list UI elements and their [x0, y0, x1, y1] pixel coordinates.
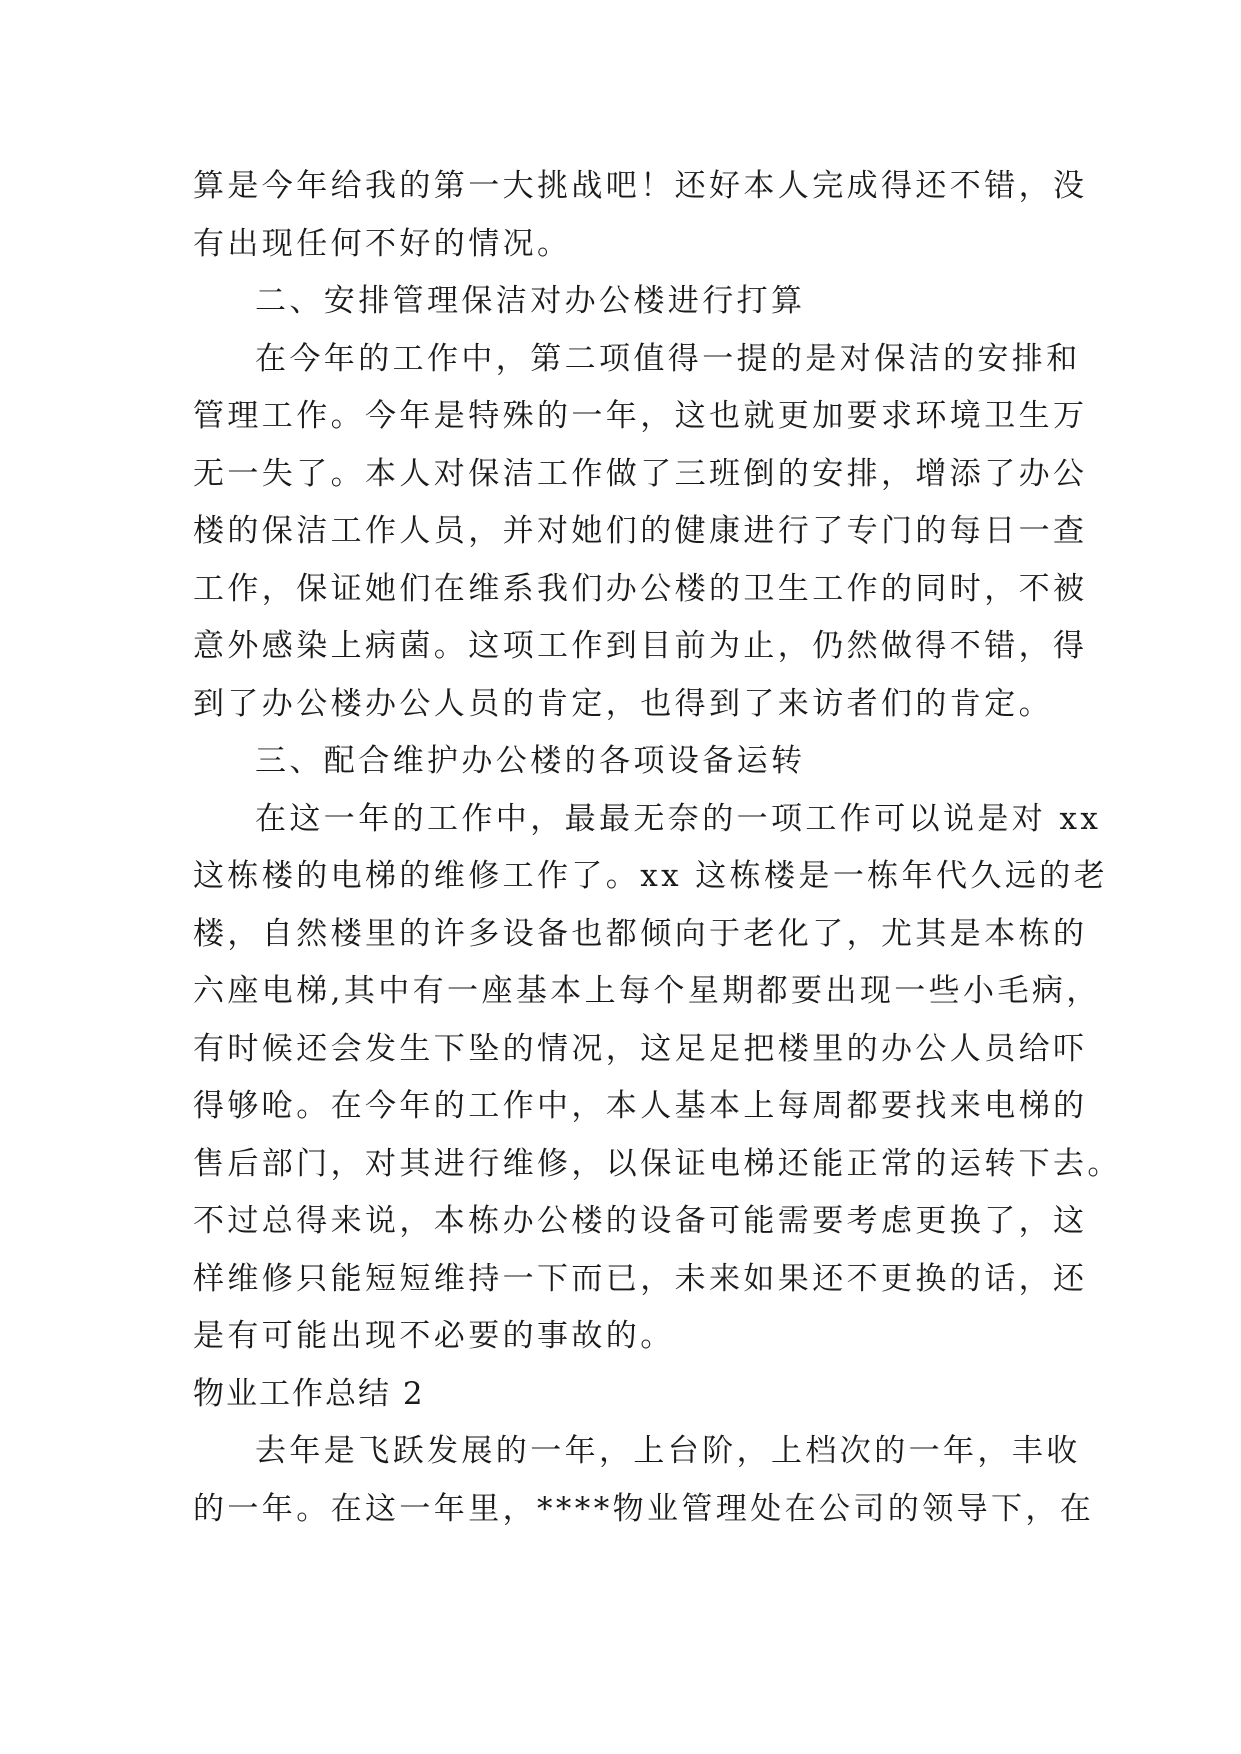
- paragraph-3-line-3: 楼，自然楼里的许多设备也都倾向于老化了，尤其是本栋的: [193, 915, 1088, 952]
- section-title: 物业工作总结 2: [193, 1375, 425, 1412]
- paragraph-3-line-9: 样维修只能短短维持一下而已，未来如果还不更换的话，还: [193, 1260, 1088, 1297]
- paragraph-1-line-1: 算是今年给我的第一大挑战吧！还好本人完成得还不错，没: [193, 168, 1088, 204]
- paragraph-3-line-5: 有时候还会发生下坠的情况，这足足把楼里的办公人员给吓: [193, 1030, 1088, 1067]
- paragraph-2-line-7: 到了办公楼办公人员的肯定，也得到了来访者们的肯定。: [193, 685, 1053, 722]
- heading-section-3: 三、配合维护办公楼的各项设备运转: [255, 743, 806, 779]
- paragraph-2-line-6: 意外感染上病菌。这项工作到目前为止，仍然做得不错，得: [193, 628, 1088, 664]
- paragraph-4-line-1: 去年是飞跃发展的一年，上台阶，上档次的一年，丰收: [255, 1433, 1081, 1469]
- paragraph-1-line-2: 有出现任何不好的情况。: [193, 225, 572, 262]
- document-page: [193, 158, 1122, 1538]
- heading-section-2: 二、安排管理保洁对办公楼进行打算: [255, 283, 806, 319]
- paragraph-3-line-6: 得够呛。在今年的工作中，本人基本上每周都要找来电梯的: [193, 1088, 1088, 1124]
- paragraph-3-line-7: 售后部门，对其进行维修，以保证电梯还能正常的运转下去。: [193, 1145, 1122, 1182]
- paragraph-3-line-4: 六座电梯,其中有一座基本上每个星期都要出现一些小毛病，: [193, 973, 1101, 1009]
- paragraph-2-line-5: 工作，保证她们在维系我们办公楼的卫生工作的同时，不被: [193, 570, 1088, 607]
- paragraph-4-line-2: 的一年。在这一年里，****物业管理处在公司的领导下，在: [193, 1490, 1095, 1527]
- paragraph-2-line-4: 楼的保洁工作人员，并对她们的健康进行了专门的每日一查: [193, 513, 1088, 549]
- paragraph-3-line-8: 不过总得来说，本栋办公楼的设备可能需要考虑更换了，这: [193, 1203, 1088, 1239]
- paragraph-3-line-1: 在这一年的工作中，最最无奈的一项工作可以说是对 xx: [255, 800, 1102, 837]
- paragraph-2-line-2: 管理工作。今年是特殊的一年，这也就更加要求环境卫生万: [193, 398, 1088, 434]
- paragraph-3-line-2: 这栋楼的电梯的维修工作了。xx 这栋楼是一栋年代久远的老: [193, 858, 1109, 894]
- paragraph-2-line-3: 无一失了。本人对保洁工作做了三班倒的安排，增添了办公: [193, 455, 1088, 492]
- paragraph-2-line-1: 在今年的工作中，第二项值得一提的是对保洁的安排和: [255, 340, 1081, 377]
- paragraph-3-line-10: 是有可能出现不必要的事故的。: [193, 1318, 675, 1354]
